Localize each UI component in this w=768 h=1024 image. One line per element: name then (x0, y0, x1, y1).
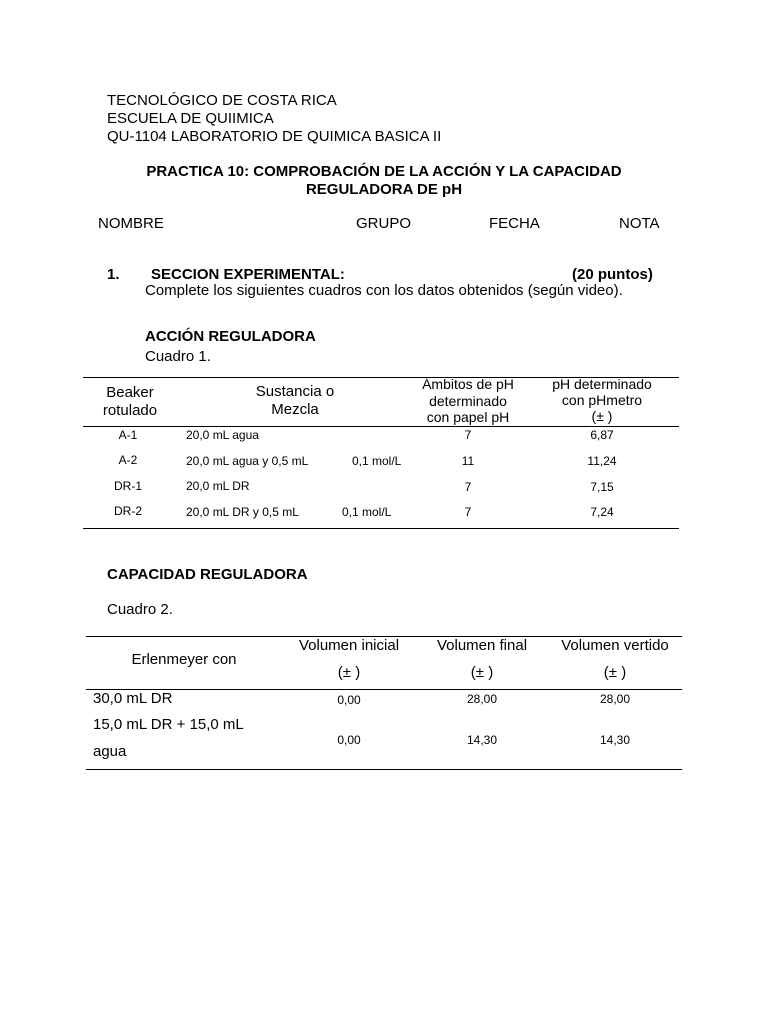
table-cell: 20,0 mL DR y 0,5 mL (186, 505, 299, 519)
table1-header-rule (83, 426, 679, 427)
table-cell: 11 (461, 454, 475, 468)
table-cell: 14,30 (466, 733, 498, 747)
table-cell: 7 (464, 428, 472, 442)
accion-heading: ACCIÓN REGULADORA (145, 328, 316, 345)
table-cell: 28,00 (599, 692, 631, 706)
section-title: SECCION EXPERIMENTAL: (151, 266, 345, 283)
table-cell: 6,87 (590, 428, 614, 442)
col-header-erlenmeyer: Erlenmeyer con (131, 651, 237, 668)
table-cell: 30,0 mL DR (93, 690, 173, 707)
section-points: (20 puntos) (572, 266, 653, 283)
cuadro2-caption: Cuadro 2. (107, 601, 173, 618)
col-header-vol-vertido-unc: (± ) (603, 664, 627, 681)
col-header-ambito: Ámbitos de pH determinado con papel pH (422, 376, 514, 425)
table-cell: 0,1 mol/L (352, 454, 402, 468)
table-cell: DR-1 (113, 479, 142, 493)
table-cell: DR-2 (113, 504, 142, 518)
table-cell: 15,0 mL DR + 15,0 mL (93, 716, 244, 733)
practice-title-line2: REGULADORA DE pH (305, 181, 463, 198)
capacidad-heading: CAPACIDAD REGULADORA (107, 566, 308, 583)
field-fecha: FECHA (489, 215, 540, 232)
section-number: 1. (107, 266, 120, 283)
table-cell: A-2 (118, 453, 138, 467)
field-nombre: NOMBRE (98, 215, 164, 232)
table-cell: 20,0 mL agua y 0,5 mL (186, 454, 309, 468)
practice-title-line1: PRACTICA 10: COMPROBACIÓN DE LA ACCIÓN Y LA CAPACIDAD (146, 163, 622, 180)
section-instruction: Complete los siguientes cuadros con los datos obtenidos (según video). (145, 282, 623, 299)
table2-bottom-rule (86, 769, 682, 770)
col-header-sustancia: Sustancia o Mezcla (255, 383, 335, 418)
table-cell: 28,00 (466, 692, 498, 706)
table-cell: 14,30 (599, 733, 631, 747)
table-cell: 7,24 (590, 505, 614, 519)
table-cell: A-1 (118, 428, 138, 442)
course-name: QU-1104 LABORATORIO DE QUIMICA BASICA II (107, 128, 442, 145)
table1-bottom-rule (83, 528, 679, 529)
table-cell: 0,00 (337, 693, 361, 707)
table-cell: 7 (464, 480, 472, 494)
table-cell: agua (93, 743, 127, 760)
table-cell: 0,00 (337, 733, 361, 747)
col-header-vol-final-unc: (± ) (470, 664, 494, 681)
table-cell: 7 (464, 505, 472, 519)
col-header-vol-inicial-unc: (± ) (337, 664, 361, 681)
table2-header-rule (86, 689, 682, 690)
table-cell: 20,0 mL agua (186, 428, 259, 442)
col-header-ph: pH determinado con pHmetro (± ) (552, 376, 652, 424)
col-header-vol-vertido: Volumen vertido (561, 637, 669, 654)
table-cell: 7,15 (590, 480, 614, 494)
table-cell: 20,0 mL DR (186, 479, 250, 493)
col-header-beaker: Beaker rotulado (102, 384, 158, 419)
cuadro1-caption: Cuadro 1. (145, 348, 211, 365)
institution-name: TECNOLÓGICO DE COSTA RICA (107, 92, 337, 109)
col-header-vol-inicial: Volumen inicial (298, 637, 400, 654)
table-cell: 0,1 mol/L (342, 505, 392, 519)
field-nota: NOTA (619, 215, 660, 232)
table-cell: 11,24 (587, 454, 617, 468)
col-header-vol-final: Volumen final (436, 637, 528, 654)
school-name: ESCUELA DE QUIIMICA (107, 110, 274, 127)
field-grupo: GRUPO (356, 215, 412, 232)
